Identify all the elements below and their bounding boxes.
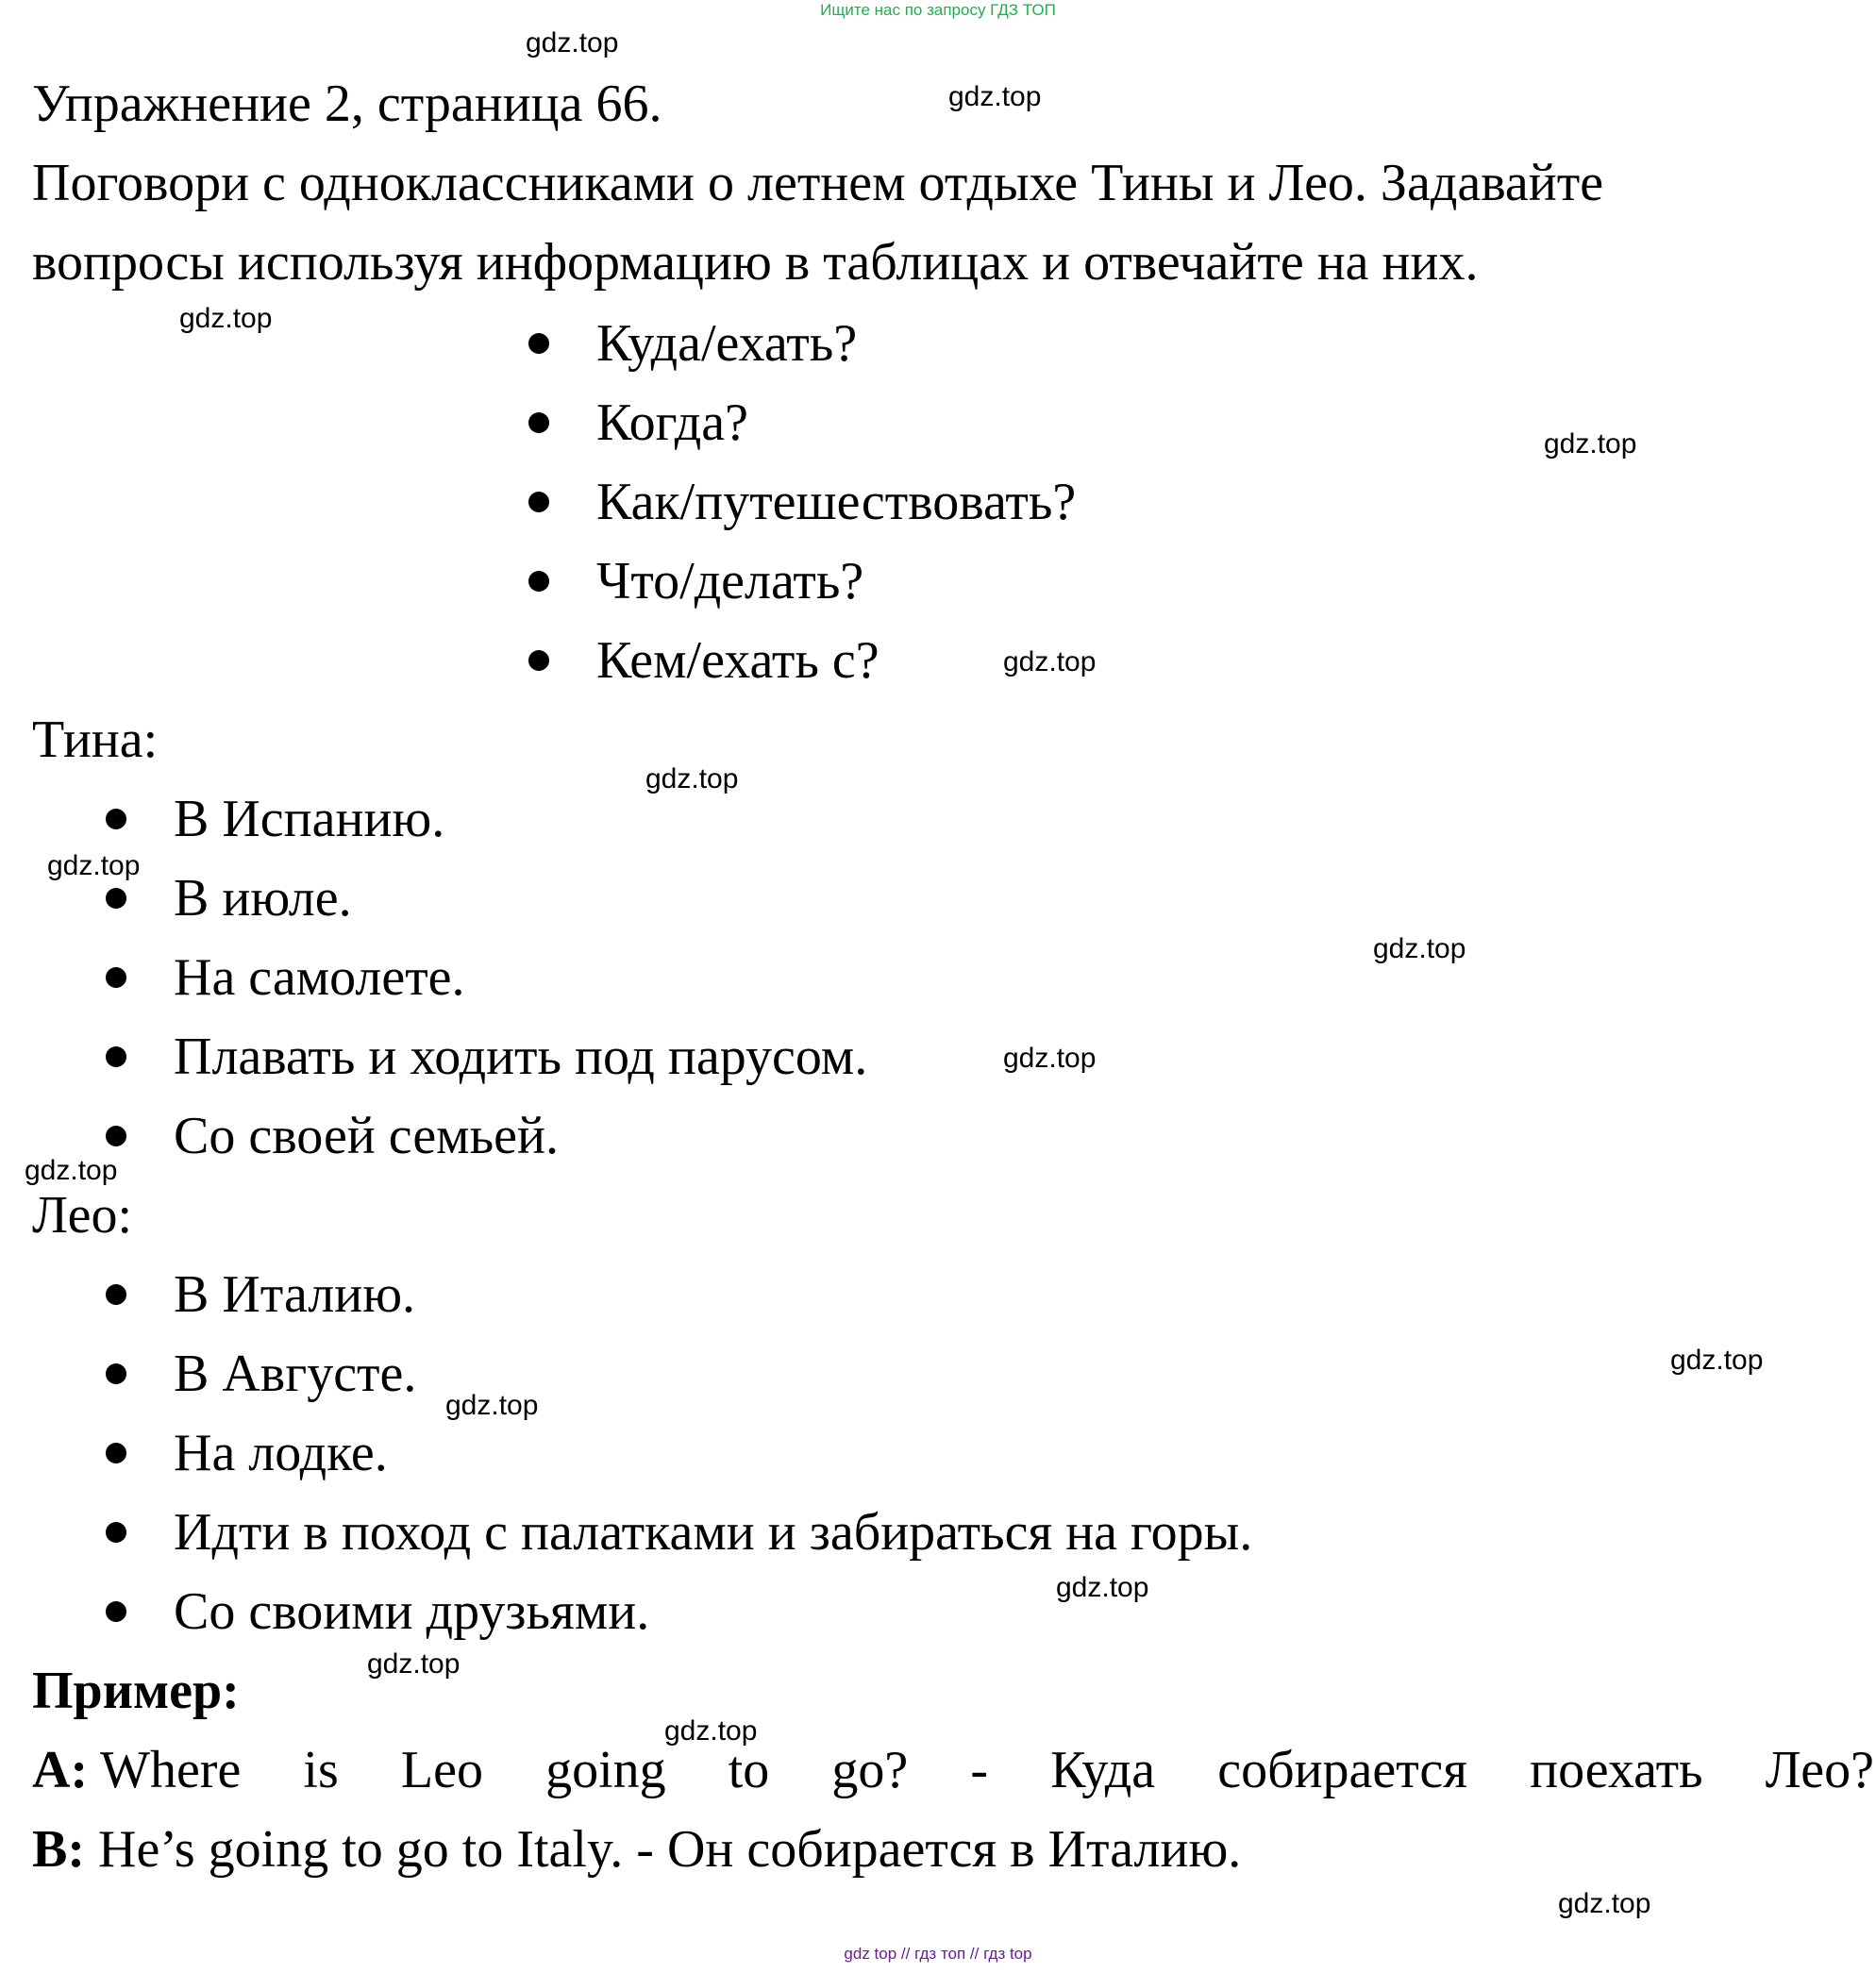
watermark: gdz.top <box>445 1390 539 1421</box>
question-item: Куда/ехать? <box>596 314 858 373</box>
example-b-text: He’s going to go to Italy. - Он собирается в Италию. <box>98 1820 1242 1879</box>
tina-label: Тина: <box>32 711 159 769</box>
watermark: gdz.top <box>526 27 619 59</box>
example-line-b <box>32 1810 1241 1889</box>
leo-label: Лео: <box>32 1186 133 1245</box>
watermark: gdz.top <box>1003 1043 1097 1074</box>
example-a-word: Where <box>100 1741 242 1799</box>
example-line-a <box>32 1731 1874 1810</box>
watermark: gdz.top <box>25 1155 118 1186</box>
bullet-icon <box>106 967 126 988</box>
exercise-title: Упражнение 2, страница 66. <box>32 75 662 133</box>
bullet-icon <box>106 1443 126 1463</box>
bullet-icon <box>528 333 549 354</box>
watermark: gdz.top <box>367 1648 461 1680</box>
top-search-note: Ищите нас по запросу ГДЗ ТОП <box>820 1 1056 19</box>
example-a-word: Leo <box>400 1741 483 1799</box>
tina-item: Со своей семьей. <box>174 1107 559 1165</box>
example-a-label: A: <box>32 1741 89 1799</box>
example-a-word: Куда <box>1050 1741 1156 1799</box>
watermark: gdz.top <box>179 303 273 334</box>
tina-item: Плавать и ходить под парусом. <box>174 1028 868 1086</box>
leo-item: В Августе. <box>174 1345 417 1403</box>
example-a-word: поехать <box>1530 1741 1703 1799</box>
watermark: gdz.top <box>1003 646 1097 677</box>
example-a-word: to <box>728 1741 770 1799</box>
bullet-icon <box>528 571 549 592</box>
bullet-icon <box>528 650 549 671</box>
bullet-icon <box>528 492 549 512</box>
bullet-icon <box>528 412 549 433</box>
watermark: gdz.top <box>1544 428 1637 460</box>
example-a-label-word <box>32 1731 241 1810</box>
bullet-icon <box>106 1601 126 1622</box>
watermark: gdz.top <box>645 763 739 794</box>
tina-item: На самолете. <box>174 948 465 1007</box>
bullet-icon <box>106 1284 126 1305</box>
tina-item: В июле. <box>174 869 352 928</box>
footer-links[interactable]: gdz top // гдз топ // гдз top <box>844 1945 1032 1963</box>
bullet-icon <box>106 1126 126 1146</box>
bullet-icon <box>106 809 126 829</box>
watermark: gdz.top <box>1670 1345 1764 1376</box>
bullet-icon <box>106 1522 126 1543</box>
watermark: gdz.top <box>47 850 141 881</box>
watermark: gdz.top <box>1056 1572 1149 1603</box>
example-a-word: - <box>970 1741 989 1799</box>
question-item: Когда? <box>596 393 748 452</box>
bullet-icon <box>106 1363 126 1384</box>
watermark: gdz.top <box>664 1715 758 1747</box>
leo-item: В Италию. <box>174 1265 416 1324</box>
example-heading <box>32 1651 240 1731</box>
instruction-line-1: Поговори с одноклассниками о летнем отдыхе Тины и Лео. Задавайте <box>32 154 1604 212</box>
leo-item: Идти в поход с палатками и забираться на горы. <box>174 1503 1253 1562</box>
leo-item: На лодке. <box>174 1424 388 1482</box>
example-b-label: B: <box>32 1820 85 1879</box>
example-a-word: is <box>303 1741 339 1799</box>
watermark: gdz.top <box>1558 1888 1651 1919</box>
instruction-line-2: вопросы используя информацию в таблицах и отвечайте на них. <box>32 233 1479 292</box>
example-a-word: go? <box>831 1741 909 1799</box>
leo-item: Со своими друзьями. <box>174 1582 650 1641</box>
example-heading-text: Пример: <box>32 1662 240 1720</box>
tina-item: В Испанию. <box>174 790 445 848</box>
example-a-word: Лео? <box>1765 1741 1874 1799</box>
question-item: Как/путешествовать? <box>596 473 1077 531</box>
bullet-icon <box>106 888 126 909</box>
example-a-word: собирается <box>1217 1741 1468 1799</box>
example-a-word: going <box>545 1741 666 1799</box>
question-item: Кем/ехать с? <box>596 631 879 690</box>
watermark: gdz.top <box>948 81 1042 112</box>
watermark: gdz.top <box>1373 933 1466 964</box>
bullet-icon <box>106 1046 126 1067</box>
question-item: Что/делать? <box>596 552 864 610</box>
